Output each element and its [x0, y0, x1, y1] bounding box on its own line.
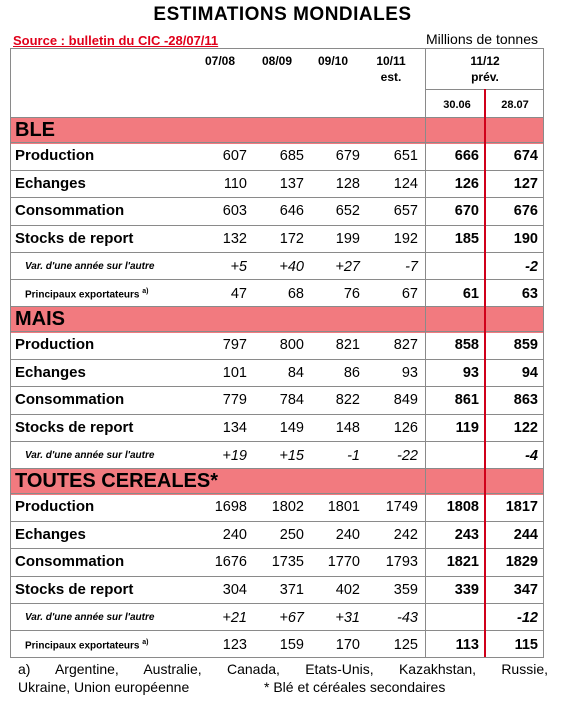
value-cell: 84 [287, 364, 304, 381]
value-cell: 1793 [385, 554, 418, 570]
value-cell: 1770 [327, 554, 360, 570]
value-cell: 240 [335, 526, 360, 543]
row-label-text: Echanges [15, 363, 86, 381]
value-cell: 849 [393, 392, 418, 408]
value-cell: 76 [343, 286, 360, 302]
footnote-marker: a) [142, 288, 149, 295]
row-label [15, 498, 94, 515]
footnote-star: * Blé et céréales secondaires [264, 679, 446, 695]
header-1011-est: est. [380, 70, 402, 84]
value-cell: 821 [335, 337, 360, 353]
footnote-a: a) Argentine, Australie, Canada, Etats-Unis, Kazakhstan, Russie, [18, 661, 548, 677]
value-cell: -12 [517, 610, 538, 626]
row-label [25, 450, 154, 461]
value-cell: +27 [335, 259, 360, 275]
row-label [15, 581, 133, 598]
value-cell: 127 [513, 175, 538, 192]
table-row [11, 521, 543, 550]
value-cell: 359 [393, 581, 418, 598]
value-cell: 685 [279, 148, 304, 164]
row-label-text: Consommation [15, 202, 125, 219]
row-label-text: Consommation [15, 553, 125, 570]
value-cell: -4 [525, 448, 538, 464]
value-cell: +5 [230, 259, 247, 275]
value-cell: 607 [222, 148, 247, 164]
value-cell: 603 [222, 203, 247, 219]
row-label [15, 553, 124, 570]
table-header [11, 49, 543, 118]
value-cell: 1817 [505, 499, 538, 515]
value-cell: 86 [343, 364, 360, 381]
table-row [11, 197, 543, 226]
units-label: Millions de tonnes [425, 31, 538, 47]
table-row [11, 142, 543, 171]
footnote-marker: a) [142, 639, 149, 646]
table-row [11, 331, 543, 360]
table-row [11, 225, 543, 254]
row-label [15, 202, 124, 219]
value-cell: 119 [455, 419, 479, 436]
page-title: ESTIMATIONS MONDIALES [153, 4, 412, 25]
value-cell: 800 [279, 337, 304, 353]
table-row [11, 414, 543, 443]
section-header [11, 468, 543, 495]
value-cell: 132 [222, 230, 247, 247]
value-cell: 113 [455, 637, 479, 653]
table-row [11, 441, 543, 469]
row-label [15, 336, 94, 353]
value-cell: 784 [279, 392, 304, 408]
value-cell: 67 [401, 286, 418, 302]
value-cell: -2 [525, 259, 538, 275]
value-cell: 863 [513, 392, 538, 408]
value-cell: 172 [279, 230, 304, 247]
row-label [15, 526, 86, 543]
table-row [11, 603, 543, 631]
header-1112-prev: prév. [471, 70, 499, 84]
header-0910: 09/10 [317, 54, 349, 68]
value-cell: 371 [279, 581, 304, 598]
row-label [15, 230, 133, 247]
row-label-text: Echanges [15, 525, 86, 543]
section-title: TOUTES CEREALES* [15, 470, 218, 492]
table-row [11, 493, 543, 522]
value-cell: 1676 [214, 554, 247, 570]
value-cell: 250 [279, 526, 304, 543]
value-cell: 125 [393, 637, 418, 653]
header-0708: 07/08 [204, 54, 236, 68]
value-cell: 242 [393, 526, 418, 543]
row-label [25, 288, 149, 300]
row-label-text: Var. d'une année sur l'autre [25, 450, 155, 461]
header-3006: 30.06 [443, 99, 471, 111]
table-row [11, 630, 543, 658]
value-cell: 670 [454, 203, 479, 219]
value-cell: 243 [454, 526, 479, 543]
value-cell: 679 [335, 148, 360, 164]
value-cell: 190 [513, 230, 538, 247]
value-cell: +67 [279, 610, 304, 626]
value-cell: 149 [279, 419, 304, 436]
value-cell: 240 [222, 526, 247, 543]
value-cell: 101 [222, 364, 247, 381]
value-cell: +19 [222, 448, 247, 464]
value-cell: 63 [521, 286, 538, 302]
value-cell: 339 [454, 581, 479, 598]
value-cell: 93 [462, 364, 479, 381]
row-label-text: Stocks de report [15, 580, 134, 598]
forecast-red-divider [484, 89, 486, 657]
value-cell: 192 [393, 230, 418, 247]
value-cell: 123 [222, 637, 247, 653]
value-cell: 657 [393, 203, 418, 219]
value-cell: -22 [397, 448, 418, 464]
section-title: BLE [15, 119, 55, 141]
row-label-text: Production [15, 498, 95, 515]
value-cell: 244 [513, 526, 538, 543]
value-cell: 861 [454, 392, 479, 408]
footnote-a-continued: Ukraine, Union européenne [18, 679, 190, 695]
table-row [11, 359, 543, 388]
value-cell: +21 [222, 610, 247, 626]
value-cell: 47 [230, 286, 247, 302]
source-note: Source : bulletin du CIC -28/07/11 [13, 33, 219, 48]
header-1011: 10/11 [376, 54, 406, 68]
row-label-text: Consommation [15, 391, 125, 408]
row-label [15, 147, 94, 164]
value-cell: 159 [279, 637, 304, 653]
row-label-text: Echanges [15, 174, 86, 192]
value-cell: 858 [454, 337, 479, 353]
value-cell: 1749 [385, 499, 418, 515]
footnotes [18, 660, 548, 696]
value-cell: 199 [335, 230, 360, 247]
value-cell: 827 [393, 337, 418, 353]
value-cell: 676 [513, 203, 538, 219]
value-cell: 170 [335, 637, 360, 653]
row-label [15, 364, 86, 381]
value-cell: 347 [513, 581, 538, 598]
value-cell: 646 [279, 203, 304, 219]
value-cell: +31 [335, 610, 360, 626]
forecast-divider [425, 49, 426, 657]
header-1112: 11/12 [470, 54, 500, 68]
value-cell: 126 [454, 175, 479, 192]
header-0809: 08/09 [261, 54, 293, 68]
row-label-text: Production [15, 336, 95, 353]
value-cell: 110 [223, 175, 247, 192]
value-cell: 148 [335, 419, 360, 436]
section-header [11, 117, 543, 144]
value-cell: 137 [279, 175, 304, 192]
value-cell: 674 [513, 148, 538, 164]
value-cell: 1829 [505, 554, 538, 570]
section-title: MAIS [15, 308, 65, 330]
value-cell: -43 [397, 610, 418, 626]
header-2807: 28.07 [501, 99, 529, 111]
row-label-text: Stocks de report [15, 418, 134, 436]
table-row [11, 252, 543, 280]
row-label-text: Principaux exportateurs [25, 289, 140, 301]
table-row [11, 548, 543, 577]
row-label [25, 612, 154, 623]
value-cell: 185 [454, 230, 479, 247]
section-header [11, 306, 543, 333]
value-cell: 122 [513, 419, 538, 436]
value-cell: 128 [335, 175, 360, 192]
value-cell: 651 [393, 148, 418, 164]
row-label-text: Var. d'une année sur l'autre [25, 261, 155, 272]
value-cell: 304 [222, 581, 247, 598]
table-row [11, 576, 543, 605]
row-label [25, 261, 154, 272]
value-cell: 1821 [446, 554, 479, 570]
value-cell: 666 [454, 148, 479, 164]
value-cell: 126 [393, 419, 418, 436]
value-cell: 859 [513, 337, 538, 353]
table-row [11, 170, 543, 199]
value-cell: 94 [521, 364, 538, 381]
estimates-table [10, 48, 544, 658]
value-cell: 1801 [327, 499, 360, 515]
value-cell: 779 [222, 392, 247, 408]
value-cell: 1698 [214, 499, 247, 515]
value-cell: 61 [462, 286, 479, 302]
table-row [11, 386, 543, 415]
row-label [15, 391, 124, 408]
value-cell: 134 [222, 419, 247, 436]
value-cell: 115 [514, 637, 538, 653]
value-cell: -7 [405, 259, 418, 275]
row-label-text: Principaux exportateurs [25, 640, 140, 652]
table-row [11, 279, 543, 307]
row-label-text: Var. d'une année sur l'autre [25, 612, 155, 623]
row-label [25, 639, 149, 651]
row-label-text: Stocks de report [15, 229, 134, 247]
value-cell: 797 [222, 337, 247, 353]
value-cell: 68 [287, 286, 304, 302]
row-label [15, 175, 86, 192]
value-cell: 1735 [271, 554, 304, 570]
value-cell: +40 [279, 259, 304, 275]
row-label [15, 419, 133, 436]
value-cell: -1 [347, 448, 360, 464]
value-cell: +15 [279, 448, 304, 464]
value-cell: 1802 [271, 499, 304, 515]
row-label-text: Production [15, 147, 95, 164]
value-cell: 124 [393, 175, 418, 192]
value-cell: 402 [335, 581, 360, 598]
value-cell: 1808 [446, 499, 479, 515]
value-cell: 822 [335, 392, 360, 408]
value-cell: 652 [335, 203, 360, 219]
value-cell: 93 [401, 364, 418, 381]
